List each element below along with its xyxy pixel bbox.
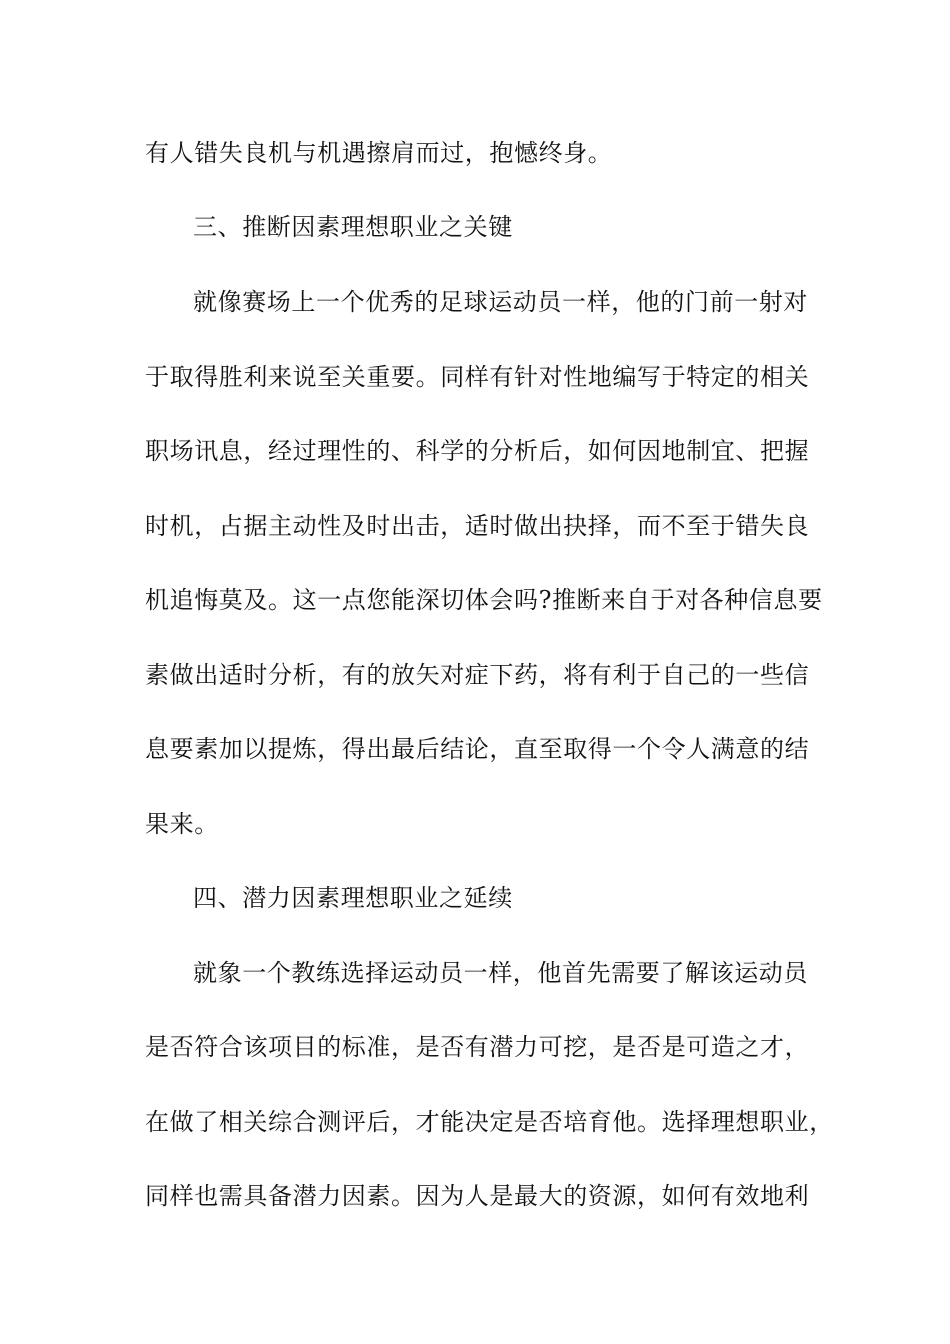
section-heading: 四、潜力因素理想职业之延续 (193, 884, 513, 912)
paragraph-line: 同样也需具备潜力因素。因为人是最大的资源，如何有效地利 (145, 1182, 810, 1210)
paragraph-line: 就象一个教练选择运动员一样，他首先需要了解该运动员 (193, 959, 808, 987)
paragraph-line: 在做了相关综合测评后，才能决定是否培育他。选择理想职业， (145, 1108, 834, 1136)
paragraph-line: 时机，占据主动性及时出击，适时做出抉择，而不至于错失良 (145, 512, 810, 540)
paragraph-line: 职场讯息，经过理性的、科学的分析后，如何因地制宜、把握 (145, 437, 810, 465)
paragraph-line: 是否符合该项目的标准，是否有潜力可挖，是否是可造之才， (145, 1033, 810, 1061)
paragraph-line: 机追悔莫及。这一点您能深切体会吗?推断来自于对各种信息要 (145, 586, 823, 614)
paragraph-line: 果来。 (145, 810, 219, 838)
paragraph-line: 素做出适时分析，有的放矢对症下药，将有利于自己的一些信 (145, 661, 810, 689)
paragraph-line: 于取得胜利来说至关重要。同样有针对性地编写于特定的相关 (145, 363, 810, 391)
paragraph-line: 就像赛场上一个优秀的足球运动员一样，他的门前一射对 (193, 288, 808, 316)
section-heading: 三、推断因素理想职业之关键 (193, 213, 513, 241)
paragraph-line: 息要素加以提炼，得出最后结论，直至取得一个令人满意的结 (145, 735, 810, 763)
paragraph-line: 有人错失良机与机遇擦肩而过，抱憾终身。 (145, 139, 613, 167)
